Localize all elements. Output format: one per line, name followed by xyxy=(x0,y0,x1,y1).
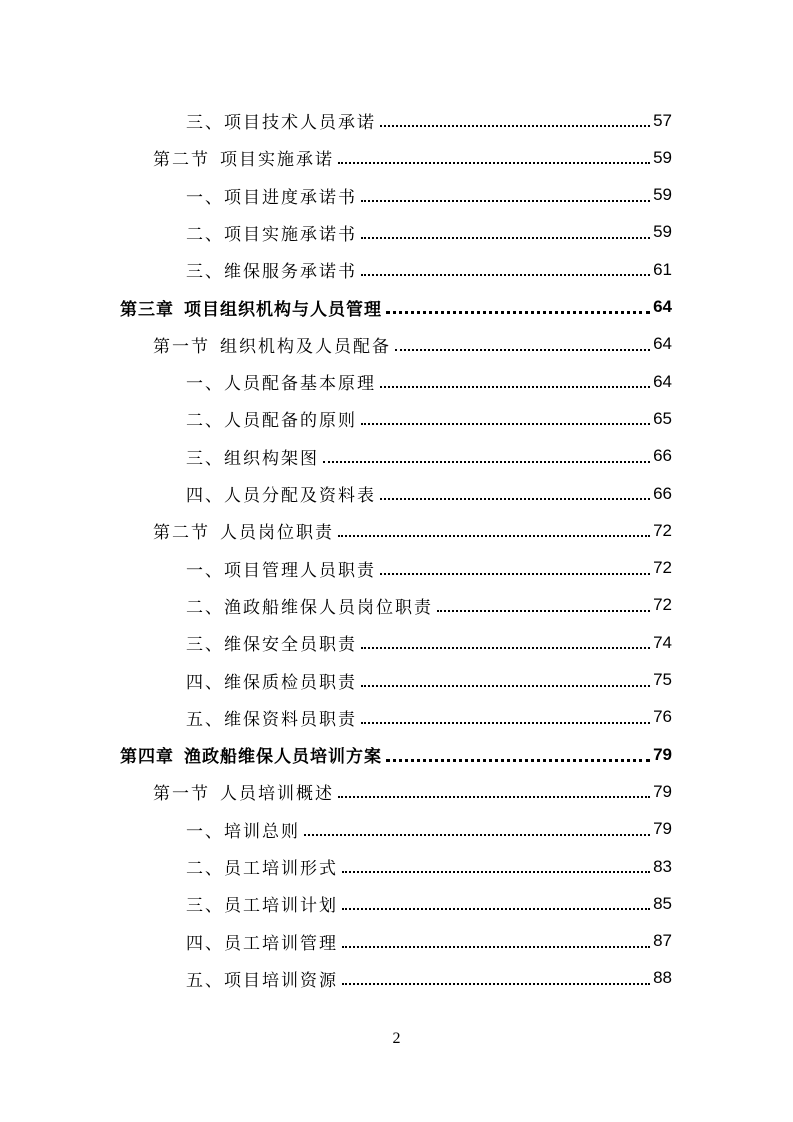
toc-entry-prefix: 第二节 xyxy=(153,150,210,171)
toc-entry-prefix: 三、 xyxy=(186,113,224,133)
toc-entry-label xyxy=(186,817,300,842)
toc-entry-page: 59 xyxy=(653,147,672,167)
toc-entry[interactable] xyxy=(153,773,672,810)
toc-entry-page: 72 xyxy=(653,558,672,578)
dot-leader xyxy=(342,945,650,948)
toc-entry-label xyxy=(186,593,433,618)
toc-entry-page: 88 xyxy=(653,968,672,988)
toc-entry-label xyxy=(186,183,357,208)
toc-entry-label xyxy=(186,668,357,693)
toc-entry-title: 维保安全员职责 xyxy=(224,635,357,656)
toc-entry-label xyxy=(186,369,376,394)
dot-leader xyxy=(342,907,650,910)
toc-entry-prefix: 四、 xyxy=(186,933,224,954)
toc-entry-prefix: 四、 xyxy=(186,672,224,693)
toc-entry-title: 组织构架图 xyxy=(224,448,319,469)
toc-entry-label xyxy=(120,742,382,767)
toc-entry-label xyxy=(186,891,338,916)
toc-entry-page: 79 xyxy=(653,819,672,839)
dot-leader xyxy=(361,646,650,649)
toc-entry-title: 员工培训形式 xyxy=(224,859,338,879)
toc-entry-title: 人员配备的原则 xyxy=(224,411,357,432)
toc-entry-title: 项目组织机构与人员管理 xyxy=(184,299,382,320)
toc-entry-title: 渔政船维保人员培训方案 xyxy=(184,747,382,768)
toc-entry-page: 76 xyxy=(653,707,672,727)
toc-entry-page: 57 xyxy=(653,110,672,130)
dot-leader xyxy=(437,609,650,612)
toc-entry-label xyxy=(186,444,319,469)
toc-entry[interactable] xyxy=(186,587,672,624)
toc-entry-label xyxy=(120,295,382,320)
dot-leader xyxy=(361,422,650,425)
toc-entry-label xyxy=(186,257,357,282)
toc-entry-prefix: 三、 xyxy=(186,635,224,656)
dot-leader xyxy=(380,497,650,500)
toc-entry-page: 59 xyxy=(653,222,672,242)
toc-entry-prefix: 二、 xyxy=(186,224,224,245)
toc-entry-prefix: 一、 xyxy=(186,821,224,842)
toc-entry-page: 64 xyxy=(653,334,672,354)
toc-entry-prefix: 一、 xyxy=(186,187,224,208)
toc-entry[interactable] xyxy=(153,326,672,363)
toc-entry-title: 渔政船维保人员岗位职责 xyxy=(224,597,433,618)
dot-leader xyxy=(386,310,650,314)
toc-entry[interactable] xyxy=(153,512,672,549)
toc-entry-label xyxy=(153,145,334,170)
toc-entry-page: 59 xyxy=(653,185,672,205)
toc-entry[interactable] xyxy=(186,400,672,437)
dot-leader xyxy=(338,534,650,537)
toc-entry-prefix: 三、 xyxy=(186,896,224,917)
toc-entry-title: 项目实施承诺书 xyxy=(224,224,357,245)
dot-leader xyxy=(304,833,650,836)
toc-entry-label xyxy=(186,854,338,879)
toc-entry[interactable] xyxy=(186,885,672,922)
toc-entry-label xyxy=(186,406,357,431)
toc-entry-title: 项目进度承诺书 xyxy=(224,187,357,208)
toc-entry-title: 员工培训计划 xyxy=(224,896,338,917)
toc-entry-page: 72 xyxy=(653,520,672,540)
toc-entry-label xyxy=(186,929,338,954)
toc-entry-page: 72 xyxy=(653,595,672,615)
toc-entry-page: 75 xyxy=(653,670,672,689)
toc-entry-prefix: 第四章 xyxy=(120,747,174,768)
toc-entry-prefix: 二、 xyxy=(186,411,224,432)
toc-entry-prefix: 五、 xyxy=(186,970,224,991)
toc-entry-page: 79 xyxy=(653,744,672,764)
toc-entry-page: 66 xyxy=(653,446,672,466)
toc-entry-prefix: 四、 xyxy=(186,486,224,506)
toc-entry-prefix: 二、 xyxy=(186,859,224,879)
toc-entry-prefix: 第二节 xyxy=(153,523,210,544)
toc-entry-page: 83 xyxy=(653,856,672,876)
dot-leader xyxy=(361,199,650,202)
toc-entry[interactable] xyxy=(186,923,672,960)
toc-entry[interactable] xyxy=(186,811,672,848)
toc-entry[interactable] xyxy=(153,139,672,176)
toc-entry-page: 79 xyxy=(653,781,672,801)
toc-entry-label xyxy=(186,556,376,581)
toc-entry-prefix: 二、 xyxy=(186,597,224,618)
toc-entry-title: 维保服务承诺书 xyxy=(224,262,357,283)
dot-leader xyxy=(338,795,650,798)
dot-leader xyxy=(380,124,650,127)
toc-entry-title: 员工培训管理 xyxy=(224,933,338,954)
toc-entry-prefix: 第一节 xyxy=(153,336,210,357)
toc-entry-label xyxy=(186,108,376,133)
toc-entry-prefix: 第一节 xyxy=(153,784,210,805)
toc-entry-title: 项目培训资源 xyxy=(224,970,338,991)
toc-entry-title: 人员分配及资料表 xyxy=(224,486,376,506)
toc-entry-title: 人员配备基本原理 xyxy=(224,374,376,395)
toc-entry-label xyxy=(186,705,357,730)
toc-entry[interactable] xyxy=(186,438,672,475)
toc-entry-page: 61 xyxy=(653,259,672,279)
dot-leader xyxy=(361,684,650,687)
toc-entry-page: 65 xyxy=(653,408,672,428)
toc-entry-label xyxy=(186,630,357,655)
toc-entry[interactable] xyxy=(186,475,672,512)
toc-entry-label xyxy=(153,518,334,543)
dot-leader xyxy=(361,721,650,724)
toc-entry-title: 项目实施承诺 xyxy=(220,150,334,171)
dot-leader xyxy=(361,273,650,276)
toc-entry-title: 项目管理人员职责 xyxy=(224,560,376,581)
dot-leader xyxy=(342,982,650,985)
toc-entry-label xyxy=(153,779,334,804)
toc-entry[interactable] xyxy=(186,177,672,214)
toc-entry[interactable] xyxy=(186,960,672,997)
dot-leader xyxy=(386,758,650,762)
toc-entry-title: 人员培训概述 xyxy=(220,784,334,805)
toc-entry-prefix: 第三章 xyxy=(120,299,174,320)
dot-leader xyxy=(342,870,650,873)
toc-entry-prefix: 三、 xyxy=(186,448,224,469)
toc-entry[interactable] xyxy=(120,289,672,326)
toc-entry-title: 培训总则 xyxy=(224,821,300,842)
toc-entry[interactable] xyxy=(186,251,672,288)
toc-entry-page: 85 xyxy=(653,893,672,913)
toc-entry[interactable] xyxy=(186,363,672,400)
dot-leader xyxy=(338,161,650,164)
toc-entry-title: 组织机构及人员配备 xyxy=(220,336,391,357)
toc-entry-title: 项目技术人员承诺 xyxy=(224,113,376,133)
toc-entry[interactable] xyxy=(186,102,672,139)
toc-entry-page: 64 xyxy=(653,371,672,391)
dot-leader xyxy=(380,572,650,575)
toc-entry-prefix: 五、 xyxy=(186,709,224,730)
toc-entry[interactable] xyxy=(186,550,672,587)
dot-leader xyxy=(361,236,650,239)
toc-entry-prefix: 三、 xyxy=(186,262,224,283)
toc-entry-prefix: 一、 xyxy=(186,560,224,581)
toc-entry[interactable] xyxy=(186,624,672,661)
toc-entry[interactable] xyxy=(120,736,672,773)
dot-leader xyxy=(395,348,650,351)
toc-entry-title: 维保资料员职责 xyxy=(224,709,357,730)
toc-entry-page: 87 xyxy=(653,931,672,951)
page-number: 2 xyxy=(392,1030,401,1047)
toc-entry-label xyxy=(153,332,391,357)
toc-entry-page: 74 xyxy=(653,632,672,652)
toc-entry-page: 64 xyxy=(653,297,672,316)
dot-leader xyxy=(323,460,650,463)
toc-entry-label xyxy=(186,220,357,245)
toc-entry-prefix: 一、 xyxy=(186,374,224,395)
toc-entry-label xyxy=(186,481,376,506)
toc-entry-page: 66 xyxy=(653,483,672,503)
toc-entry-title: 维保质检员职责 xyxy=(224,672,357,693)
toc-entry[interactable] xyxy=(186,662,672,699)
toc-entry[interactable] xyxy=(186,848,672,885)
toc-entry-label xyxy=(186,966,338,991)
dot-leader xyxy=(380,385,650,388)
toc-entry[interactable] xyxy=(186,699,672,736)
toc-entry-title: 人员岗位职责 xyxy=(220,523,334,544)
toc-entry[interactable] xyxy=(186,214,672,251)
